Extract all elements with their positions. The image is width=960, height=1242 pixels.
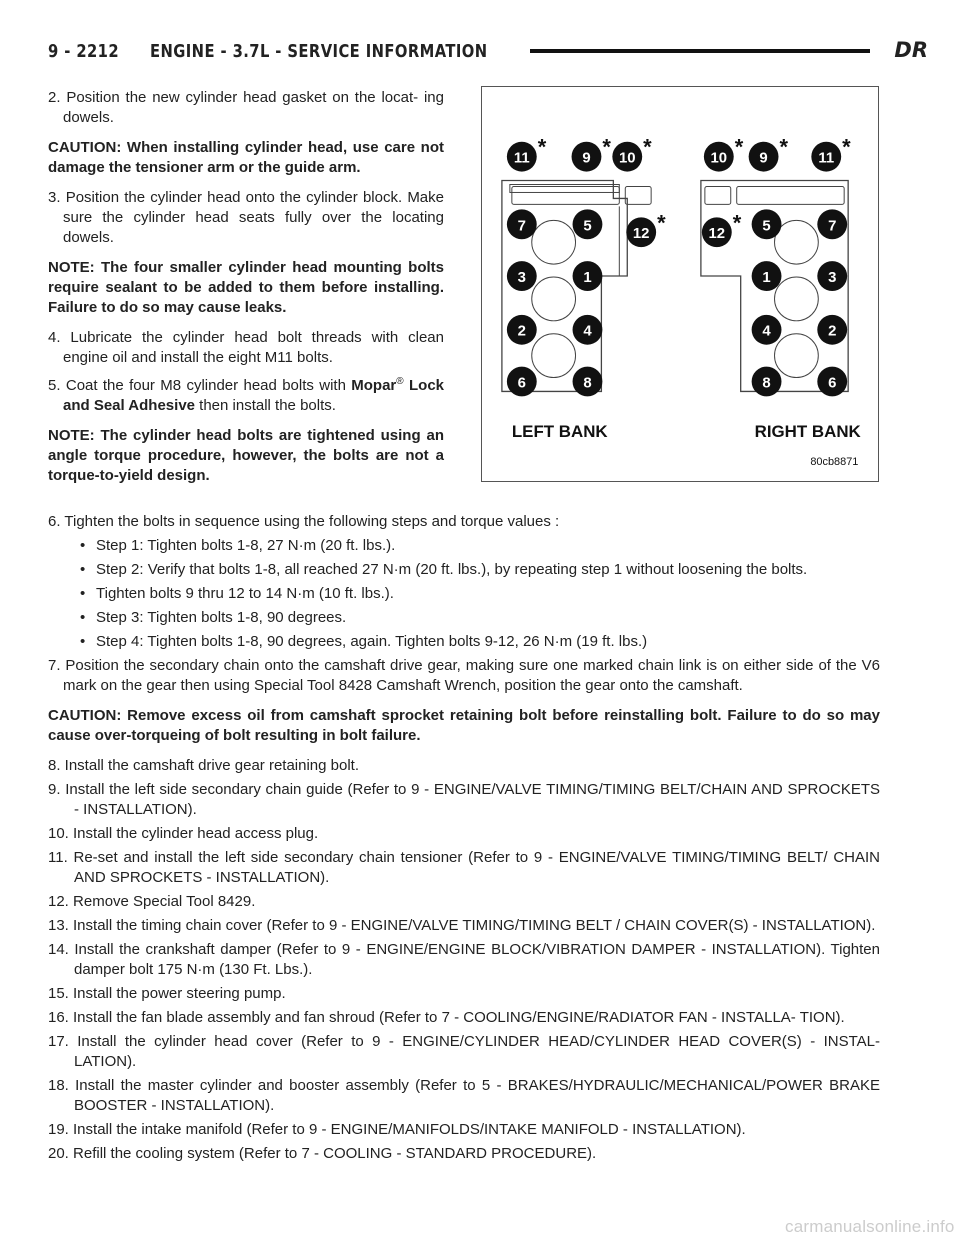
bolt-number: 4 [583, 322, 592, 340]
bolt-number: 2 [517, 322, 526, 340]
step-7: 7. Position the secondary chain onto the camshaft drive gear, making sure one marked chain link is on either side of the V6 mark on the gear then using Special Tool 8428 Camshaft Wrench, position the gear onto the camshaft. [48, 657, 880, 694]
left-rail [510, 185, 619, 193]
bolt-number: 4 [762, 322, 771, 340]
install-step: 12. Remove Special Tool 8429. [48, 893, 256, 910]
steps-list [48, 756, 880, 1164]
torque-step-text: Step 3: Tighten bolts 1-8, 90 degrees. [96, 609, 347, 626]
step-5 [48, 372, 444, 416]
install-step: 11. Re-set and install the left side secondary chain tensioner (Refer to 9 - ENGINE/VALVE TIMING/TIMING BELT/ CHAIN AND SPROCKETS - INSTALLATION). [48, 849, 880, 886]
bolt-number: 8 [762, 374, 771, 392]
bolt-number: 1 [583, 269, 592, 287]
lock-seal-adhesive: Lock and Seal Adhesive [63, 377, 445, 414]
mopar-brand: Mopar [351, 377, 397, 394]
install-step: 9. Install the left side secondary chain guide (Refer to 9 - ENGINE/VALVE TIMING/TIMING BELT/CHAIN AND SPROCKETS - INSTALLATION). [48, 781, 880, 818]
install-step: 20. Refill the cooling system (Refer to 7 - COOLING - STANDARD PROCEDURE). [48, 1145, 597, 1162]
torque-step [48, 608, 880, 628]
bolt-number: 7 [517, 217, 526, 235]
bolt-number: 2 [828, 322, 837, 340]
torque-step [48, 536, 880, 556]
left-bank-label: LEFT BANK [511, 422, 608, 442]
sealant-asterisk: * [537, 134, 547, 160]
install-step: 17. Install the cylinder head cover (Refer to 9 - ENGINE/CYLINDER HEAD/CYLINDER HEAD COVER(S) - INSTAL- LATION). [48, 1033, 880, 1070]
bullet-marker: • [80, 561, 86, 578]
step-4: 4. Lubricate the cylinder head bolt threads with clean engine oil and install the eight M11 bolts. [48, 329, 444, 366]
torque-step-text: Step 4: Tighten bolts 1-8, 90 degrees, again. Tighten bolts 9-12, 26 N·m (19 ft. lbs.) [96, 633, 648, 650]
sealant-asterisk: * [842, 134, 851, 160]
install-step: 19. Install the intake manifold (Refer to 9 - ENGINE/MANIFOLDS/INTAKE MANIFOLD - INSTALLATION). [48, 1121, 746, 1138]
left-port-2 [625, 186, 651, 204]
torque-step-text: Tighten bolts 9 thru 12 to 14 N·m (10 ft. lbs.). [96, 585, 394, 602]
caution-1: CAUTION: When installing cylinder head, use care not damage the tensioner arm or the guide arm. [48, 139, 444, 176]
install-step: 16. Install the fan blade assembly and fan shroud (Refer to 7 - COOLING/ENGINE/RADIATOR FAN - INSTALLA- TION). [48, 1009, 845, 1026]
bolt-number: 7 [828, 217, 837, 235]
bullet-marker: • [80, 633, 86, 650]
bolt-number: 9 [582, 149, 591, 167]
step-5-text-a: 5. Coat the four M8 cylinder head bolts with [48, 377, 352, 394]
bolt-number: 10 [618, 149, 636, 167]
main-content [48, 512, 880, 1168]
left-cyl-2 [532, 277, 576, 321]
left-port-1 [512, 186, 619, 204]
bolt-number: 3 [517, 269, 526, 287]
install-step: 15. Install the power steering pump. [48, 985, 286, 1002]
bullet-marker: • [80, 609, 86, 626]
note-1: NOTE: The four smaller cylinder head mounting bolts require sealant to be added to them before installing. Failure to do so may cause leaks. [48, 259, 444, 316]
sealant-asterisk: * [657, 210, 666, 236]
bolt-number: 12 [708, 225, 726, 243]
note-2: NOTE: The cylinder head bolts are tightened using an angle torque procedure, however, the bolts are not a torque-to-yield design. [48, 427, 444, 484]
step-6: 6. Tighten the bolts in sequence using the following steps and torque values : [48, 513, 560, 530]
install-step: 10. Install the cylinder head access plug. [48, 825, 319, 842]
bolt-number: 1 [762, 269, 771, 287]
left-column [48, 88, 444, 486]
registered-mark: ® [396, 376, 404, 387]
page-title: ENGINE - 3.7L - SERVICE INFORMATION [150, 40, 488, 62]
sealant-asterisk: * [643, 134, 652, 160]
bullet-marker: • [80, 537, 86, 554]
bullet-marker: • [80, 585, 86, 602]
bolt-number: 5 [762, 217, 771, 235]
install-step: 18. Install the master cylinder and booster assembly (Refer to 5 - BRAKES/HYDRAULIC/MECHANICAL/POWER BRAKE BOOSTER - INSTALLATION). [48, 1077, 880, 1114]
step-2: 2. Position the new cylinder head gasket on the locat- ing dowels. [48, 89, 444, 126]
figure-id: 80cb8871 [810, 456, 859, 469]
bolt-number: 9 [759, 149, 768, 167]
caution-2: CAUTION: Remove excess oil from camshaft sprocket retaining bolt before reinstalling bolt. Failure to do so may cause over-torqueing of bolt resulting in bolt failure. [48, 707, 880, 744]
page-number: 9 - 2212 [48, 40, 120, 62]
left-cyl-1 [532, 220, 576, 264]
bolt-number: 10 [710, 149, 728, 167]
bolt-number: 6 [828, 374, 837, 392]
header-rule [530, 49, 870, 53]
model-code: DR [894, 38, 928, 62]
right-port-1 [737, 186, 844, 204]
torque-step-text: Step 1: Tighten bolts 1-8, 27 N·m (20 ft. lbs.). [96, 537, 396, 554]
page-header [48, 36, 928, 66]
bolt-sequence-diagram [482, 87, 878, 481]
sealant-asterisk: * [732, 210, 742, 236]
right-bank-label: RIGHT BANK [754, 422, 861, 442]
torque-step-text: Step 2: Verify that bolts 1-8, all reached 27 N·m (20 ft. lbs.), by repeating step 1 without loosening the bolts. [96, 561, 808, 578]
sealant-asterisk: * [779, 134, 789, 160]
step-3: 3. Position the cylinder head onto the cylinder block. Make sure the cylinder head seats fully over the locating dowels. [48, 189, 444, 246]
install-step: 14. Install the crankshaft damper (Refer to 9 - ENGINE/ENGINE BLOCK/VIBRATION DAMPER - INSTALLATION). Tighten damper bolt 175 N·m (130 Ft. Lbs.). [48, 941, 880, 978]
bolt-number: 11 [818, 149, 835, 167]
left-cyl-3 [532, 334, 576, 378]
bolt-number: 11 [513, 149, 530, 167]
watermark: carmanualsonline.info [785, 1217, 955, 1236]
torque-step [48, 584, 880, 604]
install-step: 13. Install the timing chain cover (Refer to 9 - ENGINE/VALVE TIMING/TIMING BELT / CHAIN COVER(S) - INSTALLATION). [48, 917, 876, 934]
install-step: 8. Install the camshaft drive gear retaining bolt. [48, 757, 360, 774]
bolt-number: 5 [583, 217, 592, 235]
right-cyl-2 [775, 277, 819, 321]
torque-step [48, 632, 880, 652]
bolt-sequence-figure [481, 86, 879, 482]
bolt-number: 12 [632, 225, 650, 243]
right-cyl-3 [775, 334, 819, 378]
bolt-number: 3 [828, 269, 837, 287]
torque-step [48, 560, 880, 580]
right-port-2 [705, 186, 731, 204]
torque-steps-list [48, 536, 880, 652]
bolt-number: 6 [517, 374, 526, 392]
step-5-text-d: then install the bolts. [195, 397, 336, 414]
bolt-number: 8 [583, 374, 592, 392]
sealant-asterisk: * [602, 134, 611, 160]
sealant-asterisk: * [734, 134, 744, 160]
